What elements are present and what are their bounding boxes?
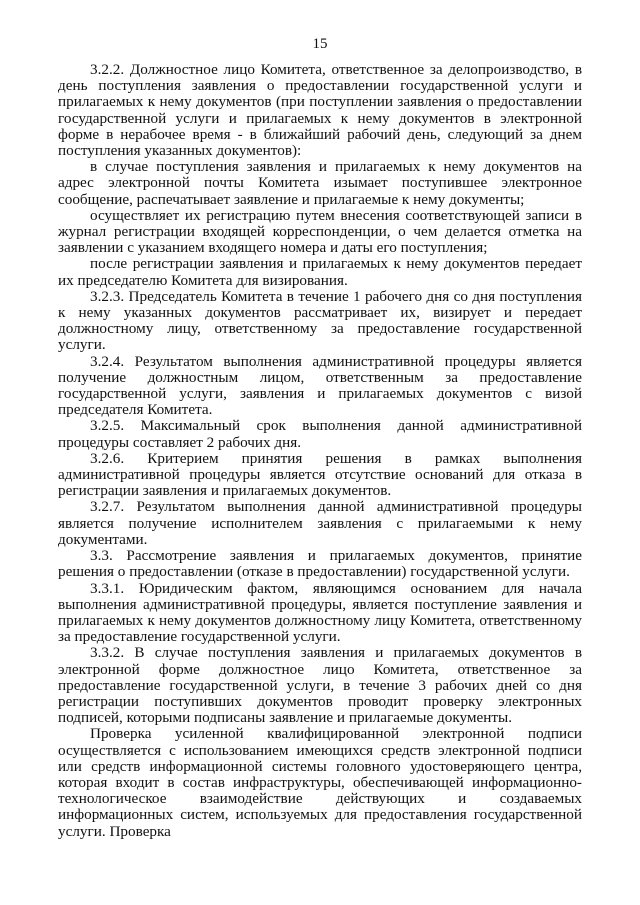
paragraph-3-3: 3.3. Рассмотрение заявления и прилагаемых документов, принятие решения о предоставлении (отказе в предоставлении) государственной услуги. <box>58 547 582 581</box>
paragraph-3-2-2: 3.2.2. Должностное лицо Комитета, ответственное за делопроизводство, в день поступления заявления о предоставлении государственной услуги и прилагаемых к нему документов (при поступлении заявления о предоставлении государственной услуги и прилагаемых к нему документов в электронной форме в нерабочее время - в ближайший рабочий день, следующий за днем поступления указанных документов): <box>58 61 582 160</box>
document-body <box>58 62 582 840</box>
paragraph-3-3-1: 3.3.1. Юридическим фактом, являющимся основанием для начала выполнения административной процедуры, является поступление заявления и прилагаемых к нему документов должностному лицу Комитета, ответственному за предоставление государственной услуги. <box>58 579 582 646</box>
paragraph-3-2-6: 3.2.6. Критерием принятия решения в рамках выполнения административной процедуры является отсутствие оснований для отказа в регистрации заявления и прилагаемых документов. <box>58 449 582 500</box>
paragraph-3-3-2: 3.3.2. В случае поступления заявления и прилагаемых документов в электронной форме должностное лицо Комитета, ответственное за предоставление государственной услуги, в течение 3 рабочих дней со дня регистрации поступивших документов проводит проверку электронных подписей, которыми подписаны заявление и прилагаемые документы. <box>58 644 582 727</box>
paragraph-3-2-4: 3.2.4. Результатом выполнения административной процедуры является получение должностным лицом, ответственным за предоставление государственной услуги, заявления и прилагаемых документов с визой председателя Комитета. <box>58 352 582 419</box>
paragraph-3-2-3: 3.2.3. Председатель Комитета в течение 1 рабочего дня со дня поступления к нему указанных документов рассматривает их, визирует и передает должностному лицу, ответственному за предоставление государственной услуги. <box>58 287 582 354</box>
paragraph-signature-check: Проверка усиленной квалифицированной электронной подписи осуществляется с использованием имеющихся средств электронной подписи или средств информационной системы головного удостоверяющего центра, которая входит в состав инфраструктуры, обеспечивающей информационно-технологическое взаимодействие действующих и создаваемых информационных систем, используемых для предоставления государственной услуги. Проверка <box>58 725 582 840</box>
paragraph-registration: осуществляет их регистрацию путем внесения соответствующей записи в журнал регистрации входящей корреспонденции, о чем делается отметка на заявлении с указанием входящего номера и даты его поступления; <box>58 206 582 257</box>
paragraph-3-2-5: 3.2.5. Максимальный срок выполнения данной административной процедуры составляет 2 рабочих дня. <box>58 417 582 451</box>
paragraph-transfer-to-chairman: после регистрации заявления и прилагаемых к нему документов передает их председателю Комитета для визирования. <box>58 255 582 289</box>
paragraph-email-receipt: в случае поступления заявления и прилагаемых к нему документов на адрес электронной почты Комитета изымает поступившее электронное сообщение, распечатывает заявление и прилагаемые к нему документы; <box>58 158 582 208</box>
page-number: 15 <box>312 36 328 52</box>
paragraph-3-2-7: 3.2.7. Результатом выполнения данной административной процедуры является получение исполнителем заявления с прилагаемыми к нему документами. <box>58 498 582 548</box>
